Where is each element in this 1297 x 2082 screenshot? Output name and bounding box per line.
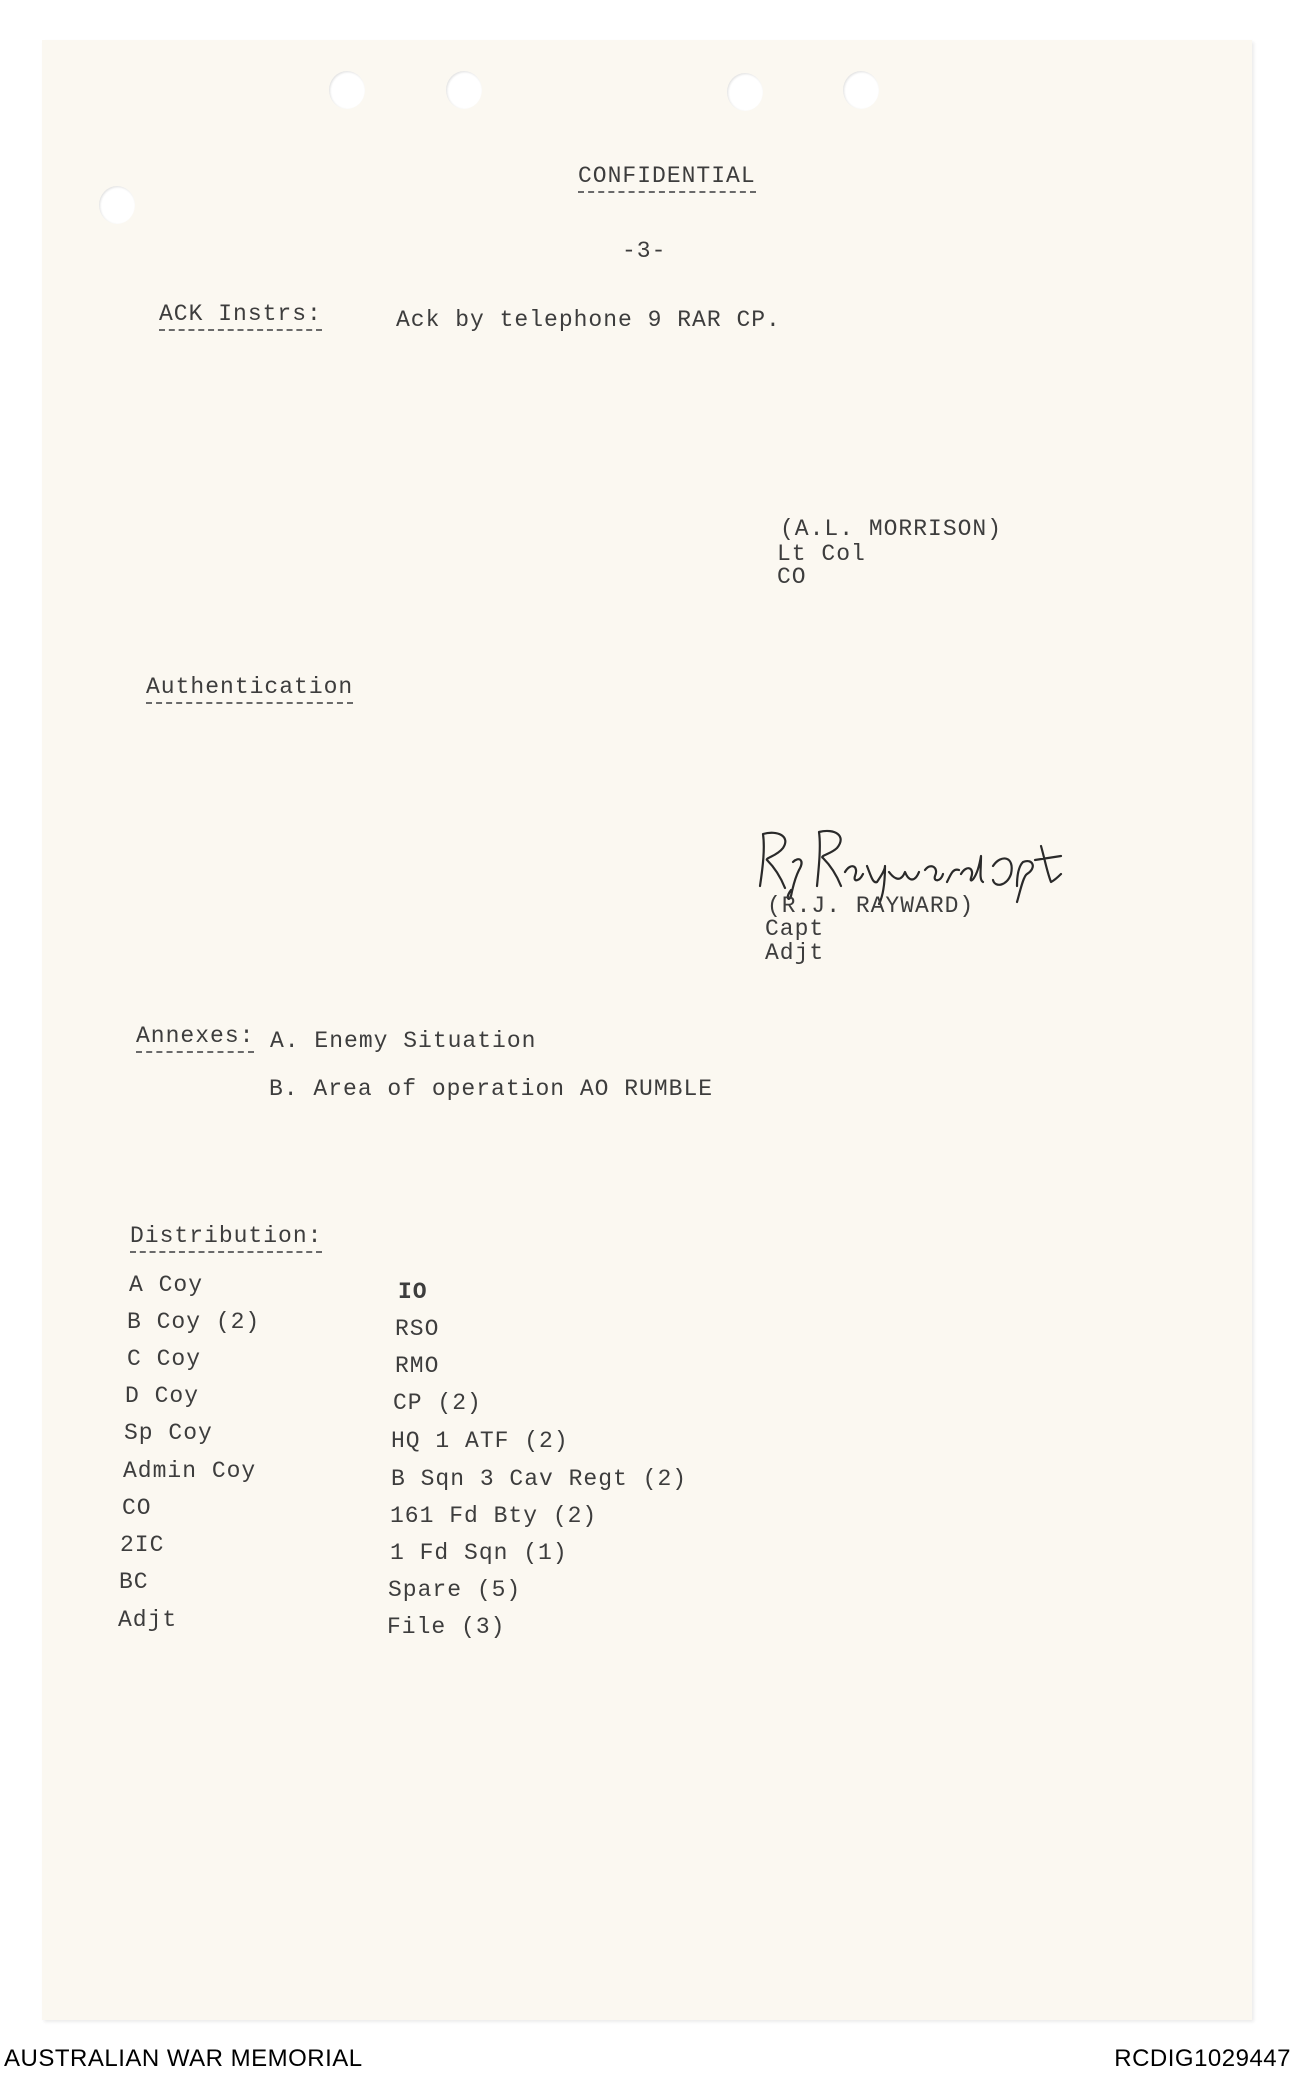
distribution-item: A Coy [129, 1272, 204, 1298]
punch-hole [727, 73, 763, 111]
commander-rank: Lt Col [777, 541, 866, 567]
ack-text: Ack by telephone 9 RAR CP. [396, 307, 781, 333]
distribution-item: Admin Coy [123, 1458, 257, 1484]
distribution-item: D Coy [125, 1383, 200, 1409]
annex-a: A. Enemy Situation [270, 1028, 537, 1054]
footer-archive-name: AUSTRALIAN WAR MEMORIAL [4, 2045, 363, 2072]
distribution-item: B Coy (2) [127, 1309, 261, 1335]
distribution-item: IO [398, 1279, 428, 1305]
footer-record-id: RCDIG1029447 [1114, 2045, 1291, 2072]
adjutant-name: (R.J. RAYWARD) [767, 893, 975, 919]
distribution-item: RMO [395, 1353, 440, 1379]
distribution-item: 2IC [120, 1532, 165, 1558]
authentication-label: Authentication [146, 674, 353, 704]
annexes-label: Annexes: [136, 1023, 254, 1053]
distribution-label: Distribution: [130, 1223, 322, 1253]
distribution-item: BC [119, 1569, 149, 1595]
distribution-item: File (3) [387, 1614, 506, 1640]
distribution-item: HQ 1 ATF (2) [391, 1428, 569, 1454]
distribution-item: RSO [395, 1316, 440, 1342]
page-number: -3- [622, 238, 667, 264]
punch-hole [446, 71, 482, 109]
distribution-item: C Coy [127, 1346, 202, 1372]
classification-heading: CONFIDENTIAL [578, 163, 756, 193]
adjutant-rank: Capt [765, 916, 825, 942]
adjutant-role: Adjt [765, 940, 825, 966]
distribution-item: Sp Coy [124, 1420, 213, 1446]
distribution-item: Adjt [118, 1607, 178, 1633]
distribution-item: B Sqn 3 Cav Regt (2) [391, 1466, 688, 1492]
distribution-item: CP (2) [393, 1390, 482, 1416]
distribution-item: Spare (5) [388, 1577, 522, 1603]
distribution-item: 1 Fd Sqn (1) [390, 1540, 568, 1566]
commander-name: (A.L. MORRISON) [780, 516, 1003, 542]
ack-label: ACK Instrs: [159, 301, 322, 331]
distribution-item: CO [122, 1495, 152, 1521]
punch-hole [329, 71, 365, 109]
distribution-item: 161 Fd Bty (2) [390, 1503, 598, 1529]
punch-hole [843, 71, 879, 109]
commander-role: CO [777, 564, 807, 590]
annex-b: B. Area of operation AO RUMBLE [269, 1076, 714, 1102]
punch-hole [99, 186, 135, 224]
